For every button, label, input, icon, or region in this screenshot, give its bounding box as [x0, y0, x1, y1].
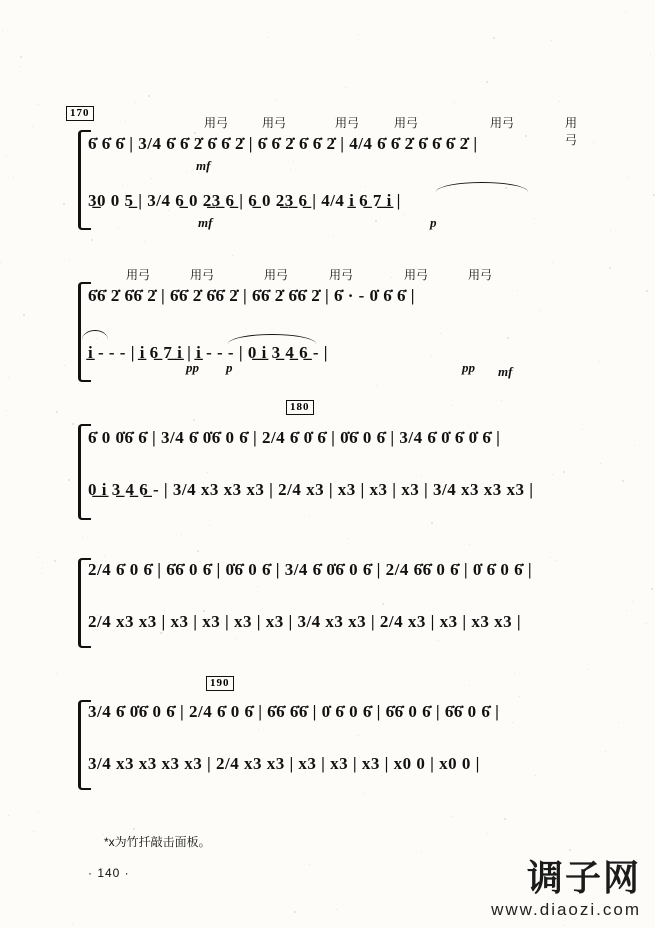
dynamic-p: p [430, 215, 437, 230]
dynamic-mf: mf [196, 158, 211, 173]
system-3 [78, 401, 583, 520]
footnote: *x为竹扦敲击面板。 [104, 835, 211, 849]
slur [82, 330, 108, 340]
bowing-label: 用弓 [468, 268, 493, 282]
bowing-label: 用弓 [490, 116, 515, 130]
system-4 [78, 552, 583, 652]
system-2 [78, 268, 583, 378]
dynamic-pp: pp [462, 360, 475, 375]
lower-staff-line: 3/4 x3 x3 x3 x3 | 2/4 x3 x3 | x3 | x3 | x3 | x0 0 | x0 0 | [88, 754, 480, 773]
bowing-label: 用弓 [126, 268, 151, 282]
system-1 [70, 107, 583, 230]
system-5 [78, 677, 583, 794]
dynamic-mf: mf [498, 364, 513, 379]
bowing-label: 用弓 [264, 268, 289, 282]
bowing-label: 用弓 [204, 116, 229, 130]
bowing-label: 用弓 [190, 268, 215, 282]
dynamic-mf: mf [198, 215, 213, 230]
slur [436, 182, 528, 192]
upper-staff-line: 6̇ 0 0̇6̇ 6̇ | 3/4 6̇ 0̇6̇ 0 6̇ | 2/4 6̇ 0̇ 6̇ | 0̇6̇ 0 6̇ | 3/4 6̇ 0̇ 6̇ 0̇ 6̇ | [88, 428, 501, 447]
rehearsal-mark-180: 180 [286, 400, 314, 415]
bowing-label: 用弓 [394, 116, 419, 130]
bowing-label: 用弓 [329, 268, 354, 282]
upper-staff-line: 2/4 6̇ 0 6̇ | 6̇6̇ 0 6̇ | 0̇6̇ 0 6̇ | 3/4 6̇ 0̇6̇ 0 6̇ | 2/4 6̇6̇ 0 6̇ | 0̇ 6̇ 0 6̇ | [88, 560, 533, 579]
page-number: · 140 · [88, 866, 130, 880]
watermark-title: 调子网 [526, 857, 641, 898]
rehearsal-mark-190: 190 [206, 676, 234, 691]
bowing-label: 用弓 [404, 268, 429, 282]
upper-staff-line: 3/4 6̇ 0̇6̇ 0 6̇ | 2/4 6̇ 0 6̇ | 6̇6̇ 6̇6̇ | 0̇ 6̇ 0 6̇ | 6̇6̇ 0 6̇ | 6̇6̇ 0 6̇ | [88, 702, 500, 721]
dynamic-p: p [226, 360, 233, 375]
bowing-label: 用弓 [565, 116, 578, 147]
lower-staff-line: 3̲0 0 5̲ | 3/4 6̲ 0 2̲3̲ 6̲ | 6̲ 0 2̲3̲ 6̲ | 4/4 i̲ 6̲ 7̲ i̲ | [88, 191, 401, 210]
lower-staff-line: i̲ - - - | i̲ 6̲ 7̲ i̲ | i̲ - - - | 0̲ i̲ 3̲ 4̲ 6̲ - | [88, 343, 328, 362]
lower-staff-line: 0̲ i̲ 3̲ 4̲ 6̲ - | 3/4 x3 x3 x3 | 2/4 x3 | x3 | x3 | x3 | 3/4 x3 x3 x3 | [88, 480, 534, 499]
bowing-label: 用弓 [335, 116, 360, 130]
lower-staff-line: 2/4 x3 x3 | x3 | x3 | x3 | x3 | 3/4 x3 x3 | 2/4 x3 | x3 | x3 x3 | [88, 612, 522, 631]
upper-staff-line: 6̇6̇ 2̇ 6̇6̇ 2̇ | 6̇6̇ 2̇ 6̇6̇ 2̇ | 6̇6̇ 2̇ 6̇6̇ 2̇ | 6̇ · - 0̇ 6̇ 6̇ | [88, 286, 416, 305]
upper-staff-line: 6̇ 6̇ 6̇ | 3/4 6̇ 6̇ 2̇ 6̇ 6̇ 2̇ | 6̇ 6̇ 2̇ 6̇ 6̇ 2̇ | 4/4 6̇ 6̇ 2̇ 6̇ 6̇ 6̇ 2̇ | [88, 134, 478, 153]
watermark-url: www.diaozi.com [491, 900, 641, 919]
bowing-label: 用弓 [262, 116, 287, 130]
dynamic-pp: pp [186, 360, 199, 375]
slur [228, 334, 316, 344]
rehearsal-mark-170: 170 [66, 106, 94, 121]
watermark [491, 858, 641, 920]
